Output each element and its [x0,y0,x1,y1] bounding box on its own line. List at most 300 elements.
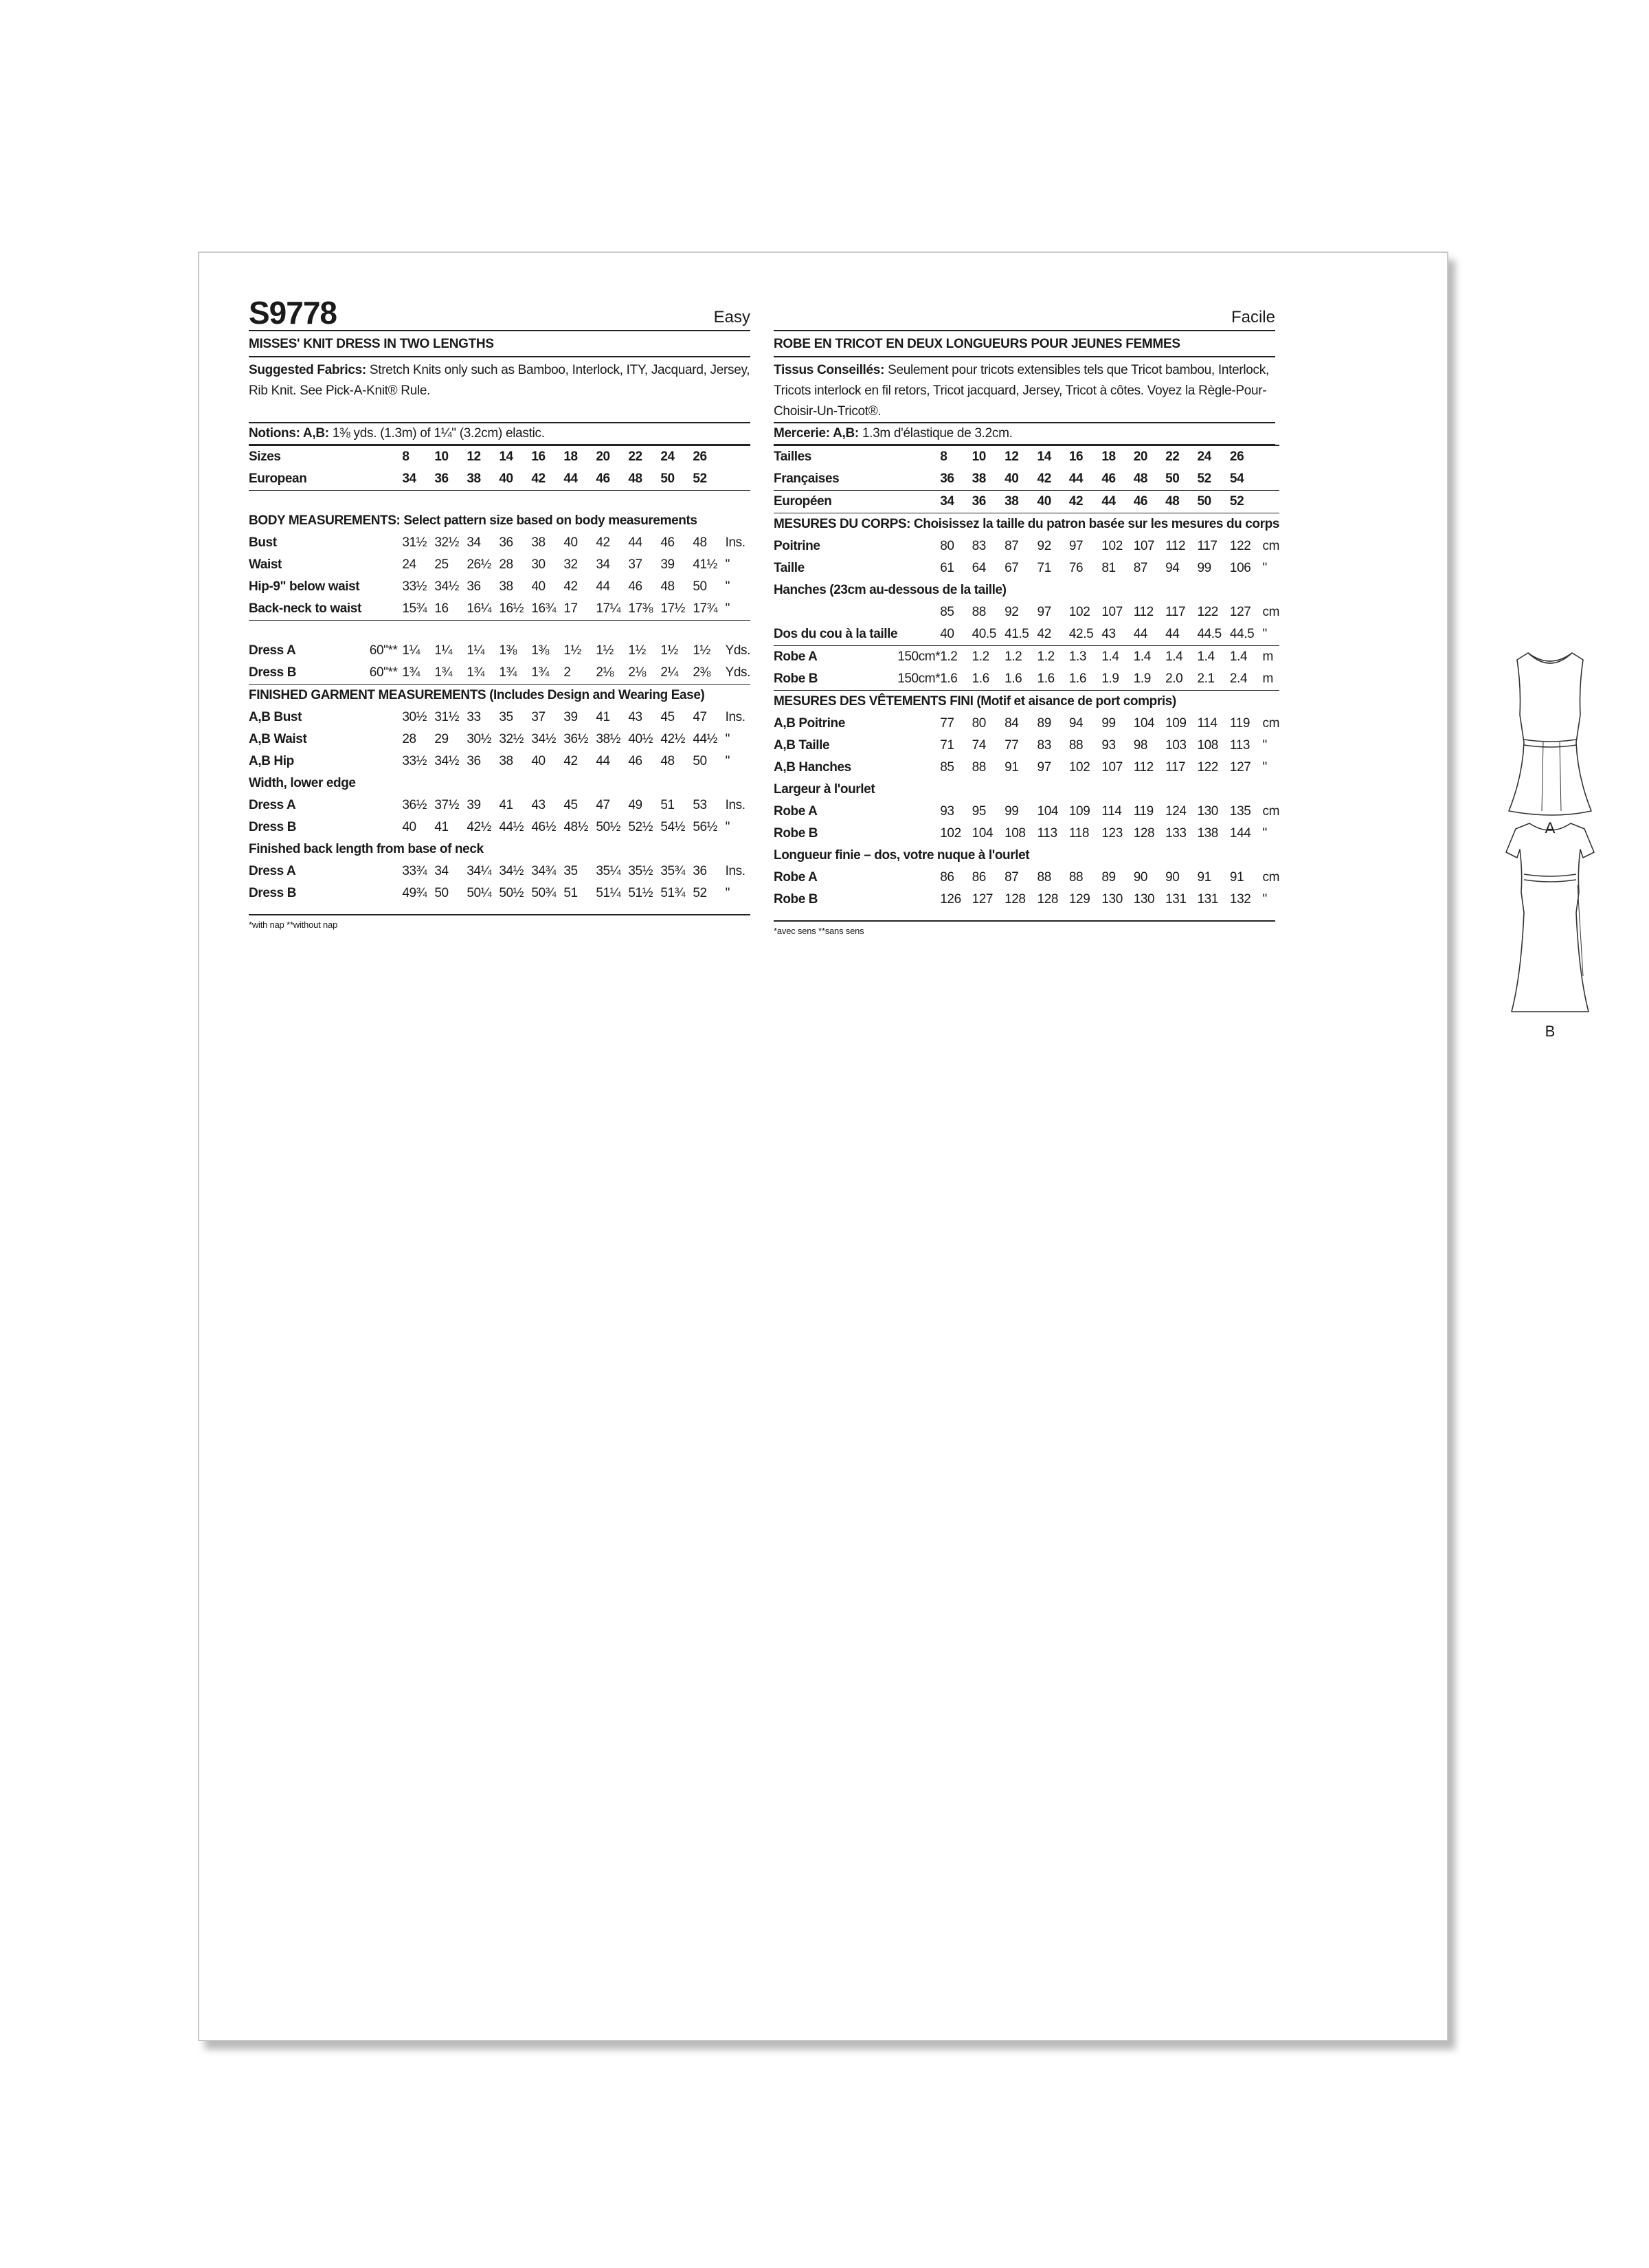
table-cell: 88 [972,605,986,619]
row-label: Hip-9" below waist [249,579,360,594]
table-cell: 127 [972,892,994,907]
table-cell: 16½ [499,598,531,621]
table-cell [370,751,403,772]
table-cell [897,491,940,513]
table-row [249,860,750,882]
table-cell: 41 [434,820,449,834]
table-cell: 18 [1101,445,1133,468]
table-cell: 80 [940,539,954,553]
table-cell: 71 [940,738,954,753]
table-cell: 127 [1229,605,1251,619]
table-cell: 114 [1197,716,1218,731]
table-row [774,867,1279,889]
table-cell: 88 [1068,870,1084,885]
table-cell: 16¼ [467,598,499,621]
table-cell: 25 [434,557,449,572]
table-cell: 48 [693,535,707,550]
table-cell: 44½ [499,820,524,834]
row-label: Dress A [249,798,296,812]
unit-cell [1262,491,1279,513]
table-cell: 127 [1229,760,1251,775]
table-row [249,510,750,532]
row-label: Dos du cou à la taille [774,623,897,646]
table-row [249,816,750,838]
table-cell: 16 [434,598,467,621]
table-cell: 138 [1197,826,1218,841]
table-cell: 26½ [467,557,492,572]
table-cell: 34¾ [531,864,557,878]
unit-cell [1262,445,1279,468]
view-b-label: B [1545,1023,1556,1040]
table-cell: 40 [1005,468,1037,491]
table-cell: 10 [972,445,1005,468]
table-row [774,713,1279,735]
table-row [774,779,1279,801]
table-cell: 1⅜ [531,643,549,658]
row-label: Dress A [249,643,296,658]
table-cell: 88 [972,760,986,775]
table-cell: 118 [1068,826,1089,841]
table-cell: 126 [940,892,961,907]
table-cell: 42 [1069,491,1101,513]
table-cell [370,445,403,468]
unit-cell: " [726,598,750,621]
table-cell: 16 [1069,445,1101,468]
table-cell: 36½ [402,798,427,812]
section-heading: BODY MEASUREMENTS: Select pattern size based on body measurements [249,513,697,528]
table-cell: 1.2 [1005,649,1022,664]
table-cell: 8 [402,445,434,468]
table-cell: 93 [1101,738,1116,753]
table-cell [370,816,403,838]
table-row [249,554,750,576]
table-row [249,882,750,904]
table-cell: 44 [596,754,610,768]
suggested-fabrics-fr: Tissus Conseillés: Seulement pour tricots extensibles tels que Tricot bambou, Interlock, Tricots interlock en fil retors, Tricot jacquard, Jersey, Tricot à côtes. Voyez la Règle-Pour-Choisir-Un-Tricot®. [774,363,1269,419]
table-cell: 135 [1229,804,1251,819]
table-row [774,468,1279,491]
table-cell: 87 [1133,561,1148,575]
pattern-title-fr: ROBE EN TRICOT EN DEUX LONGUEURS POUR JEUNES FEMMES [774,331,1275,357]
table-cell: 40 [531,754,546,768]
unit-cell: " [1262,561,1267,575]
table-cell: 76 [1068,561,1084,575]
table-cell: 84 [1005,716,1019,731]
row-label: Robe A [774,804,818,819]
table-cell: 1.4 [1229,649,1248,664]
table-cell: 1.9 [1101,668,1133,691]
table-cell: 44 [628,535,642,550]
table-cell: 128 [1037,892,1059,907]
table-cell: 97 [1037,605,1051,619]
table-cell [370,468,403,491]
section-heading: MESURES DU CORPS: Choisissez la taille du patron basée sur les mesures du corps [774,517,1280,531]
table-cell: 34½ [499,864,524,878]
table-cell: 109 [1068,804,1090,819]
unit-cell: Ins. [725,535,745,550]
table-cell [897,823,940,845]
table-row [249,598,750,621]
table-cell: 39 [467,798,481,812]
table-cell: 50½ [596,820,621,834]
unit-cell: Yds. [726,662,750,685]
unit-cell: Yds. [725,643,750,658]
unit-cell: Ins. [725,710,745,724]
table-cell: 80 [972,716,986,731]
table-cell: 108 [1197,738,1218,753]
table-cell: 50 [434,886,449,900]
table-cell: 123 [1101,826,1123,841]
table-cell: 50 [660,468,693,491]
table-cell [370,707,403,729]
unit-cell: " [1262,623,1279,646]
table-cell: 37 [531,710,546,724]
table-cell: 1.2 [1037,649,1055,664]
english-column [249,293,750,930]
table-cell: 38 [972,468,1005,491]
unit-cell: " [725,732,730,746]
unit-cell: " [725,579,730,594]
difficulty-level: Easy [713,308,750,326]
table-cell: 88 [1068,738,1084,753]
table-cell: 42½ [467,820,492,834]
table-row [249,772,750,794]
table-cell: 150cm* [897,668,940,691]
table-cell: 39 [563,710,578,724]
table-cell: 53 [693,798,707,812]
table-cell: 44 [1134,623,1165,646]
table-cell: 113 [1037,826,1057,841]
table-cell: 38½ [596,732,621,746]
table-cell: 102 [1068,605,1090,619]
table-cell: 34 [940,491,972,513]
table-cell: 26 [1230,445,1263,468]
section-heading: MESURES DES VÊTEMENTS FINI (Motif et aisance de port compris) [774,694,1176,709]
unit-cell: " [725,557,730,572]
pattern-sheet [198,252,1556,2041]
table-row [249,794,750,816]
table-cell: 113 [1229,738,1250,753]
table-cell: 86 [972,870,986,885]
table-cell: 50¼ [467,886,492,900]
table-row [774,491,1279,513]
table-cell: 30½ [402,710,427,724]
table-cell [897,889,940,911]
table-cell: 1½ [660,643,678,658]
unit-cell: Ins. [725,864,745,878]
table-cell: 119 [1133,804,1154,819]
garment-illustrations [1488,646,1612,1040]
table-cell: 112 [1133,605,1154,619]
unit-cell: m [1262,668,1279,691]
table-cell: 44½ [693,732,718,746]
table-cell: 2⅜ [693,662,725,685]
table-cell: 83 [972,539,986,553]
table-row [774,513,1279,536]
table-cell: 35¼ [596,864,621,878]
table-cell [897,757,940,779]
table-row [774,845,1279,867]
table-cell: 1⅜ [499,643,517,658]
table-row [774,557,1279,579]
table-cell: 124 [1165,804,1187,819]
unit-cell: " [725,754,730,768]
table-cell: 104 [972,826,994,841]
table-cell: 131 [1197,892,1218,907]
table-cell: 98 [1133,738,1148,753]
table-cell: 2⅛ [596,662,628,685]
french-title-bar [774,293,1275,331]
table-cell: 40 [531,579,546,594]
table-row [249,685,750,707]
table-cell: 33¾ [402,864,427,878]
table-cell: 32½ [434,535,460,550]
table-row [249,751,750,772]
unit-cell [726,468,750,491]
table-cell: 50 [693,579,707,594]
row-label: A,B Hanches [774,760,851,775]
dress-b-drawing [1506,823,1594,1012]
table-cell: 31½ [434,710,460,724]
table-cell: 48 [628,468,660,491]
table-cell: 99 [1197,561,1211,575]
table-cell: 51 [660,798,675,812]
table-cell: 30 [531,557,546,572]
row-label: Robe A [774,649,818,664]
table-cell: 45 [563,798,578,812]
section-heading: Finished back length from base of neck [249,842,484,856]
table-cell: 24 [660,445,693,468]
table-cell: 60"** [369,643,398,658]
table-cell: 51¼ [596,886,621,900]
row-label: Françaises [774,468,897,491]
table-cell: 104 [1037,804,1059,819]
table-cell: 33½ [402,754,427,768]
row-label: A,B Hip [249,754,294,768]
table-cell: 46 [596,468,628,491]
table-row [774,691,1279,713]
table-cell: 17¾ [693,598,725,621]
table-cell: 1¾ [402,662,434,685]
table-cell: 36 [940,468,972,491]
table-cell: 88 [1037,870,1051,885]
dress-a-drawing [1509,653,1591,815]
table-cell: 28 [402,732,416,746]
table-cell: 1.6 [972,668,1005,691]
table-row [249,838,750,860]
table-cell: 50 [1197,491,1229,513]
table-cell: 52 [693,468,725,491]
section-heading: Hanches (23cm au-dessous de la taille) [774,583,1007,597]
table-cell: 40 [563,535,578,550]
table-cell: 99 [1101,716,1116,731]
table-cell [897,867,940,889]
table-cell: 108 [1005,826,1026,841]
table-cell: 34 [467,535,481,550]
english-title-bar [249,293,750,331]
french-measurement-table [774,445,1279,911]
table-cell: 107 [1101,605,1123,619]
table-cell: 52 [693,886,707,900]
table-cell: 37 [628,557,642,572]
table-row [249,662,750,685]
table-cell: 86 [940,870,954,885]
table-cell: 2.0 [1165,668,1197,691]
suggested-fabrics: Suggested Fabrics: Stretch Knits only such as Bamboo, Interlock, ITY, Jacquard, Jersey, Rib Knit. See Pick-A-Knit® Rule. [249,363,750,398]
table-cell: 128 [1133,826,1155,841]
table-cell: 130 [1101,892,1123,907]
table-cell: 1¼ [434,643,452,658]
table-cell: 1.2 [940,649,958,664]
footnote: *with nap **without nap [249,920,338,930]
table-cell: 54 [1230,468,1263,491]
table-cell: 51¾ [660,886,686,900]
table-cell: 91 [1229,870,1244,885]
table-row [774,579,1279,601]
table-cell: 52½ [628,820,653,834]
unit-cell: cm [1262,870,1280,885]
row-label [774,601,897,623]
table-cell: 54½ [660,820,686,834]
table-cell: 61 [940,561,954,575]
table-cell [370,576,403,598]
table-cell: 35½ [628,864,653,878]
table-cell: 1¾ [531,662,563,685]
table-cell: 17 [563,598,596,621]
table-cell: 50½ [499,886,524,900]
table-row [249,621,750,641]
table-cell: 112 [1165,539,1186,553]
table-row [774,445,1279,468]
table-cell: 2.1 [1197,668,1229,691]
table-cell: 1.9 [1134,668,1165,691]
section-heading: FINISHED GARMENT MEASUREMENTS (Includes Design and Wearing Ease) [249,688,705,702]
row-spacer [249,621,750,641]
table-cell: 60"** [370,662,403,685]
table-cell: 36½ [563,732,589,746]
table-cell: 50 [1165,468,1197,491]
table-cell: 131 [1165,892,1187,907]
table-cell: 104 [1133,716,1155,731]
table-cell: 99 [1005,804,1019,819]
table-cell: 22 [1165,445,1197,468]
notions: Notions: A,B: 1⅜ yds. (1.3m) of 1¼" (3.2cm) elastic. [249,422,750,445]
table-cell: 24 [402,557,416,572]
table-cell: 42 [563,754,578,768]
table-cell: 38 [467,468,499,491]
table-row [249,729,750,751]
table-cell: 17⅜ [628,598,660,621]
section-heading: Longueur finie – dos, votre nuque à l'ourlet [774,848,1030,863]
table-row [249,640,750,662]
table-cell: 90 [1165,870,1180,885]
row-label: Robe B [774,668,897,691]
row-label: Poitrine [774,539,820,553]
table-cell: 1¾ [467,662,499,685]
table-cell: 1½ [563,643,581,658]
table-row [774,601,1279,623]
pattern-title: MISSES' KNIT DRESS IN TWO LENGTHS [249,331,750,357]
table-cell: 102 [1068,760,1090,775]
section-heading: Width, lower edge [249,776,356,790]
table-cell: 71 [1037,561,1051,575]
table-cell: 91 [1005,760,1019,775]
table-cell: 1.4 [1133,649,1151,664]
table-cell: 42 [1037,623,1069,646]
table-cell: 38 [531,535,546,550]
table-cell: 40½ [628,732,653,746]
table-cell: 114 [1101,804,1122,819]
row-label: A,B Waist [249,732,307,746]
table-cell: 32 [563,557,578,572]
table-cell: 40 [499,468,531,491]
table-cell: 35 [499,710,513,724]
table-cell: 8 [940,445,972,468]
table-cell: 122 [1197,760,1218,775]
table-cell: 64 [972,561,986,575]
table-cell: 1.6 [940,668,972,691]
table-cell [897,735,940,757]
table-cell: 1¾ [499,662,531,685]
table-cell: 129 [1068,892,1090,907]
table-cell: 31½ [402,535,427,550]
table-cell: 44 [596,579,610,594]
table-cell: 36 [467,754,481,768]
table-cell: 44.5 [1230,623,1263,646]
table-cell: 1¾ [434,662,467,685]
table-cell: 93 [940,804,954,819]
unit-cell [726,445,750,468]
table-cell: 16¾ [531,598,563,621]
table-cell: 128 [1005,892,1026,907]
table-cell: 17¼ [596,598,628,621]
table-cell: 43 [628,710,642,724]
table-cell: 52 [1197,468,1229,491]
table-cell: 41½ [693,557,718,572]
notions-fr: Mercerie: A,B: 1.3m d'élastique de 3.2cm. [774,422,1275,445]
view-a-label: A [1545,819,1556,836]
unit-cell: " [1262,738,1267,753]
table-cell: 12 [1005,445,1037,468]
table-cell: 42½ [660,732,686,746]
table-cell: 28 [499,557,513,572]
table-cell: 45 [660,710,675,724]
french-column [774,293,1280,936]
table-cell: 85 [940,605,954,619]
table-cell [897,601,940,623]
table-cell: 44 [1069,468,1101,491]
table-cell: 40 [940,623,972,646]
table-cell: 1½ [628,643,646,658]
table-cell: 2.4 [1230,668,1263,691]
table-cell: 34½ [434,754,460,768]
table-cell: 89 [1101,870,1116,885]
table-cell: 24 [1197,445,1229,468]
table-cell: 102 [1101,539,1123,553]
table-cell [370,882,403,904]
table-cell: 92 [1005,605,1019,619]
table-cell: 81 [1101,561,1116,575]
table-cell [897,445,940,468]
table-cell: 1.4 [1101,649,1119,664]
table-cell: 51½ [628,886,653,900]
table-row [774,823,1279,845]
table-cell: 107 [1133,539,1155,553]
table-cell [370,598,403,621]
table-cell: 38 [1005,491,1037,513]
table-cell: 48 [1165,491,1197,513]
table-cell: 17½ [660,598,693,621]
